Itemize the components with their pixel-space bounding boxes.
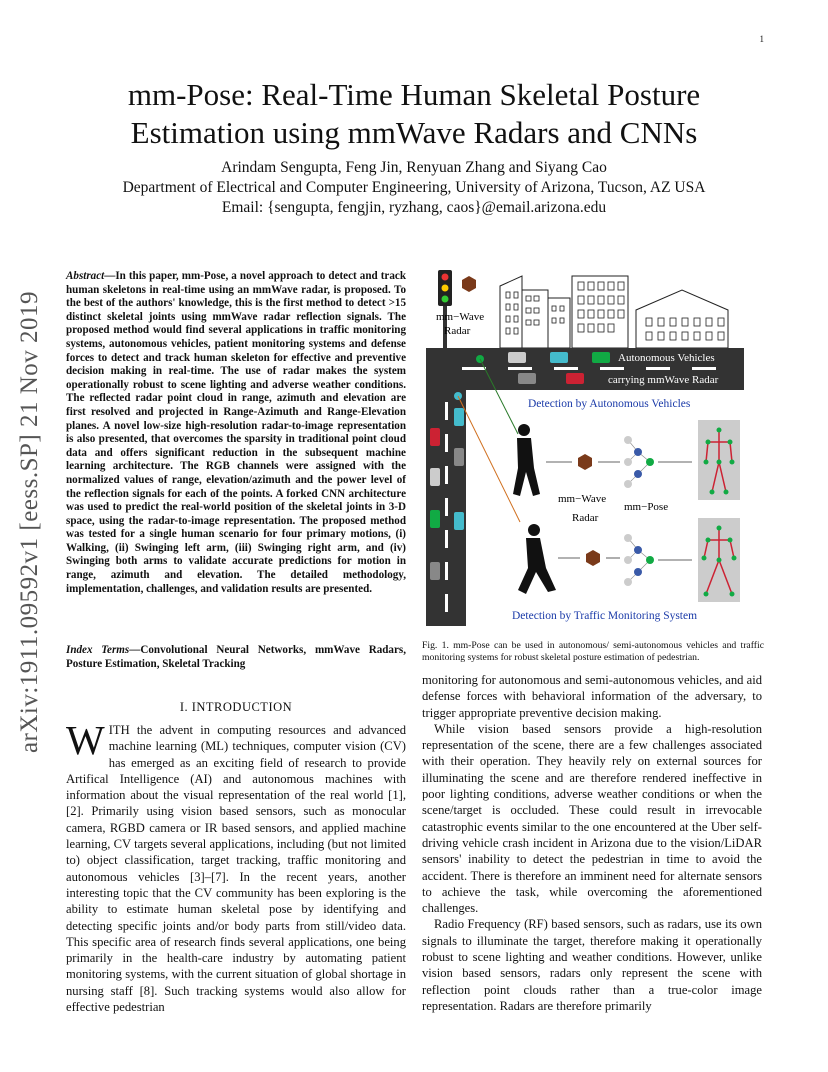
email: Email: {sengupta, fengjin, ryzhang, caos}@email.arizona.edu [221,199,607,216]
paragraph-right-2: While vision based sensors provide a high-resolution representation of the scene, there are a few challenges associated with their operation. They heavily rely on external sources for illuminating the scene and are therefore rendered ineffective in poor lighting conditions, adverse weather conditions or when the scene/target is occluded. These could result in irrevocable catastrophic events similar to the one encountered at the Uber self-driving vehicle crash incident in Arizona due to the vision/LiDAR sensors' inability to detect the pedestrian in time to avoid the accident. There is therefore an imminent need for alternate sensors to achieve the task, while overcoming the aforementioned challenges. [422,721,762,916]
radar-hexagon-bottom-icon [586,550,600,566]
figure-caption: Fig. 1. mm-Pose can be used in autonomous/ semi-autonomous vehicles and traffic monitoring systems for robust skeletal posture estimation of pedestrian. [422,640,764,663]
index-terms [66,644,406,671]
index-text: —Convolutional Neural Networks, mmWave Radars, Posture Estimation, Skeletal Tracking [66,644,406,670]
index-label: Index Terms [66,644,130,656]
label-det-av: Detection by Autonomous Vehicles [528,398,691,410]
label-det-tm: Detection by Traffic Monitoring System [512,610,698,622]
intro-text: ITH the advent in computing resources and advanced machine learning (ML) techniques, computer vision (CV) has emerged as an exciting field of research to provide Artifical Intelligence (AI) and autonomous machines with information about the visual representation of the real world [1], [2]. Primarily using vision based sensors, such as monocular camera, RGBD camera or IR based sensors, and applied machine learning, CV targets several applications, including (but not limited to) object classification, target tracking, traffic monitoring and autonomous vehicles [3]–[7]. In the recent years, another interesting topic that the CV community has been exploring is the ability to estimate human skeletal pose by identifying and detecting specific joints and/or body parts from still/video data. This specific area of research finds several applications, one being primarily in the health-care industry by automating patient monitoring systems, with the current situation of global shortage in nursing staff [8]. Such tracking systems would also allow for effective pedestrian [66,723,406,1015]
intro-paragraph [66,717,406,1015]
author-block [60,158,768,218]
pedestrian-bottom-icon [518,524,556,594]
affiliation: Department of Electrical and Computer Engineering, University of Arizona, Tucson, AZ USA [122,179,706,196]
label-radar-top2: Radar [444,325,471,337]
abstract [66,270,406,596]
label-av2: carrying mmWave Radar [608,374,719,386]
radar-hexagon-icon [462,276,476,292]
page-number: 1 [759,34,764,44]
drop-cap: W [66,717,105,763]
label-mmpose: mm−Pose [624,501,669,513]
abstract-label: Abstract [66,270,105,282]
label-radar-mid: mm−Wave [558,493,607,505]
traffic-light-icon [438,270,452,350]
title-line-2: Estimation using mmWave Radars and CNNs [130,115,698,150]
title-line-1: mm-Pose: Real-Time Human Skeletal Posture [127,77,701,112]
label-radar-top: mm−Wave [436,311,485,323]
arxiv-stamp: arXiv:1911.09592v1 [eess.SP] 21 Nov 2019 [16,290,43,754]
authors: Arindam Sengupta, Feng Jin, Renyuan Zhang and Siyang Cao [221,159,607,176]
right-column-text [422,672,762,1014]
paragraph-right-3: Radio Frequency (RF) based sensors, such as radars, use its own signals to illuminate the target, therefore making it operationally robust to scene lighting and weather conditions. However, unlike vision based sensors, radars only represent the scene with reflection point clouds rather than a true-color image representation. Radars are therefore primarily [422,917,762,1013]
label-radar-mid2: Radar [572,512,599,524]
radar-hexagon-mid-icon [578,454,592,470]
abstract-text: —In this paper, mm-Pose, a novel approach to detect and track human skeletons in real-time using an mmWave radar, is proposed. To the best of the authors' knowledge, this is the first method to detect >15 distinct skeletal joints using mmWave radar reflection signals. The proposed method would find several applications in traffic monitoring systems, autonomous vehicles, patient monitoring systems and defense forces to detect and track human skeleton for effective and preventive decision making in real-time. The use of radar makes the system operationally robust to scene lighting and adverse weather conditions. The reflected radar point cloud in range, azimuth and elevation are first resolved and projected in Range-Azimuth and Range-Elevation planes. A novel low-size high-resolution radar-to-image representation is also presented, that overcomes the sparsity in traditional point cloud data and offers significant reduction in the subsequent machine learning architecture. The RGB channels were assigned with the normalized values of range, elevation/azimuth and the power level of the reflection signals for each of the points. A forked CNN architecture was used to predict the real-world position of the skeletal joints in 3-D space, using the radar-to-image representation. The proposed method was tested for a single human scenario for four primary motions, (i) Walking, (ii) Swinging left arm, (iii) Swinging right arm, and (iv) Swinging both arms to validate accurate predictions for motion in range, azimuth and elevation. The detailed methodology, implementation, challenges, and validation results are presented. [66,270,406,595]
label-av1: Autonomous Vehicles [618,352,715,364]
section-heading: I. INTRODUCTION [179,700,293,714]
paragraph-right-1: monitoring for autonomous and semi-autonomous vehicles, and aid defense forces with behavioral information of the adversary, to trigger appropriate preventive decision making. [422,673,762,720]
figure-1 [422,262,764,630]
pedestrian-top-icon [513,424,540,496]
paper-title [60,76,768,152]
